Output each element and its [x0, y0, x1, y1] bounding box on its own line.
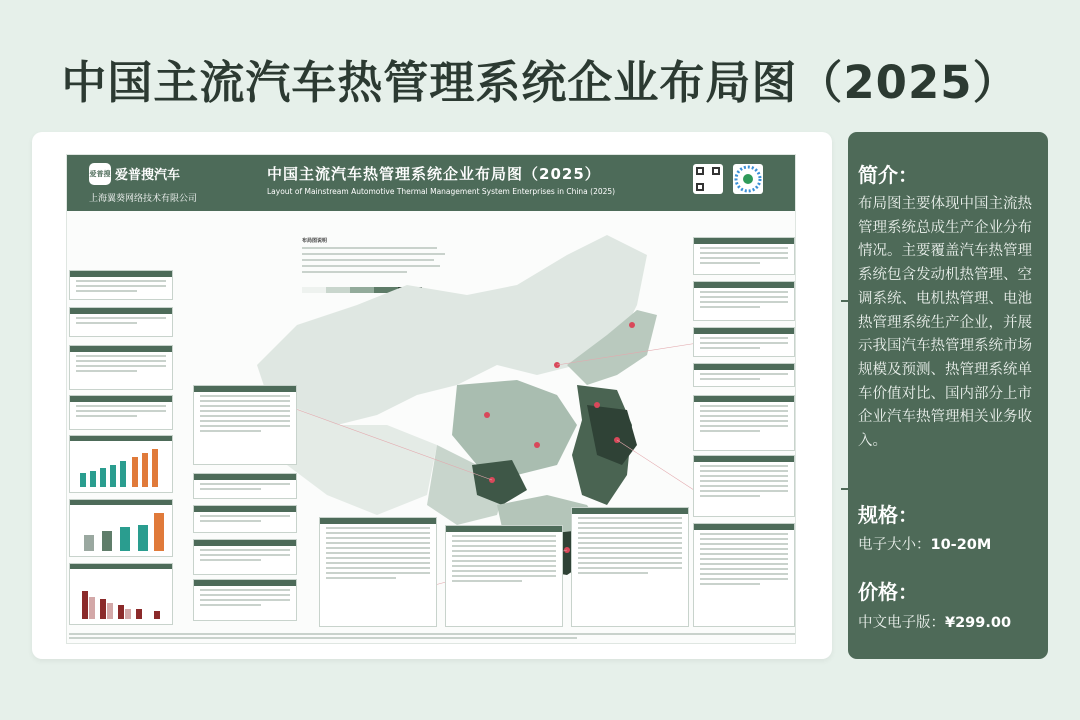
enterprise-list-box [193, 473, 297, 499]
enterprise-list-box-guangdong [319, 517, 437, 627]
poster-footer [69, 631, 795, 641]
enterprise-list-box [693, 281, 795, 321]
enterprise-list-box [693, 455, 795, 517]
brand-name: 爱普搜汽车 [115, 168, 181, 183]
enterprise-list-box [193, 539, 297, 575]
intro-text: 布局图主要体现中国主流热管理系统总成生产企业分布情况。主要覆盖汽车热管理系统包含发动机热管理、空调系统、电机热管理、电池热管理系统生产企业，并展示我国汽车热管理系统市场规模及预测、热管理系统单车价值对比、国内部分上市企业汽车热管理相关业务收入。 [858, 196, 1032, 450]
poster-subtitle: Layout of Mainstream Automotive Thermal Management System Enterprises in China (2025) [267, 187, 616, 196]
poster-header [67, 155, 796, 211]
qr-code-icon [693, 164, 723, 194]
page-title: 中国主流汽车热管理系统企业布局图（2025） [61, 56, 1019, 109]
brand-logo-icon: 爱普搜 [89, 163, 111, 185]
intro-heading: 简介： [858, 163, 918, 187]
enterprise-list-box [69, 345, 173, 390]
enterprise-list-box [693, 523, 795, 627]
legend-title: 布局图说明 [302, 238, 328, 244]
price-row [858, 611, 1011, 632]
price-value: ¥299.00 [945, 615, 1012, 631]
spec-heading: 规格： [858, 503, 918, 527]
enterprise-list-box [693, 363, 795, 387]
enterprise-list-box [69, 270, 173, 300]
enterprise-list-box [693, 327, 795, 357]
enterprise-list-box [193, 385, 297, 465]
market-size-chart [69, 435, 173, 493]
price-heading: 价格： [858, 580, 918, 604]
price-label: 中文电子版： [858, 615, 945, 631]
poster-title: 中国主流汽车热管理系统企业布局图（2025） [267, 165, 601, 183]
spec-value: 10-20M [930, 537, 992, 553]
map-region-central [452, 380, 577, 475]
unit-value-chart [69, 499, 173, 557]
enterprise-list-box [69, 395, 173, 430]
brand-company: 上海翼葵网络技术有限公司 [89, 194, 198, 204]
enterprise-list-box [693, 395, 795, 451]
spec-label: 电子大小： [858, 537, 931, 553]
enterprise-list-box-zhejiang [445, 525, 563, 627]
spec-row [858, 533, 991, 554]
enterprise-list-box-shanghai [571, 507, 689, 627]
connector-tick [841, 488, 848, 490]
mini-program-code-icon [733, 164, 763, 194]
enterprise-list-box [69, 307, 173, 337]
enterprise-list-box [193, 505, 297, 533]
poster-preview [66, 154, 796, 644]
listed-company-revenue-chart [69, 563, 173, 625]
enterprise-list-box [193, 579, 297, 621]
enterprise-list-box [693, 237, 795, 275]
connector-tick [841, 300, 848, 302]
product-info-panel [848, 132, 1048, 659]
poster-card [32, 132, 832, 659]
